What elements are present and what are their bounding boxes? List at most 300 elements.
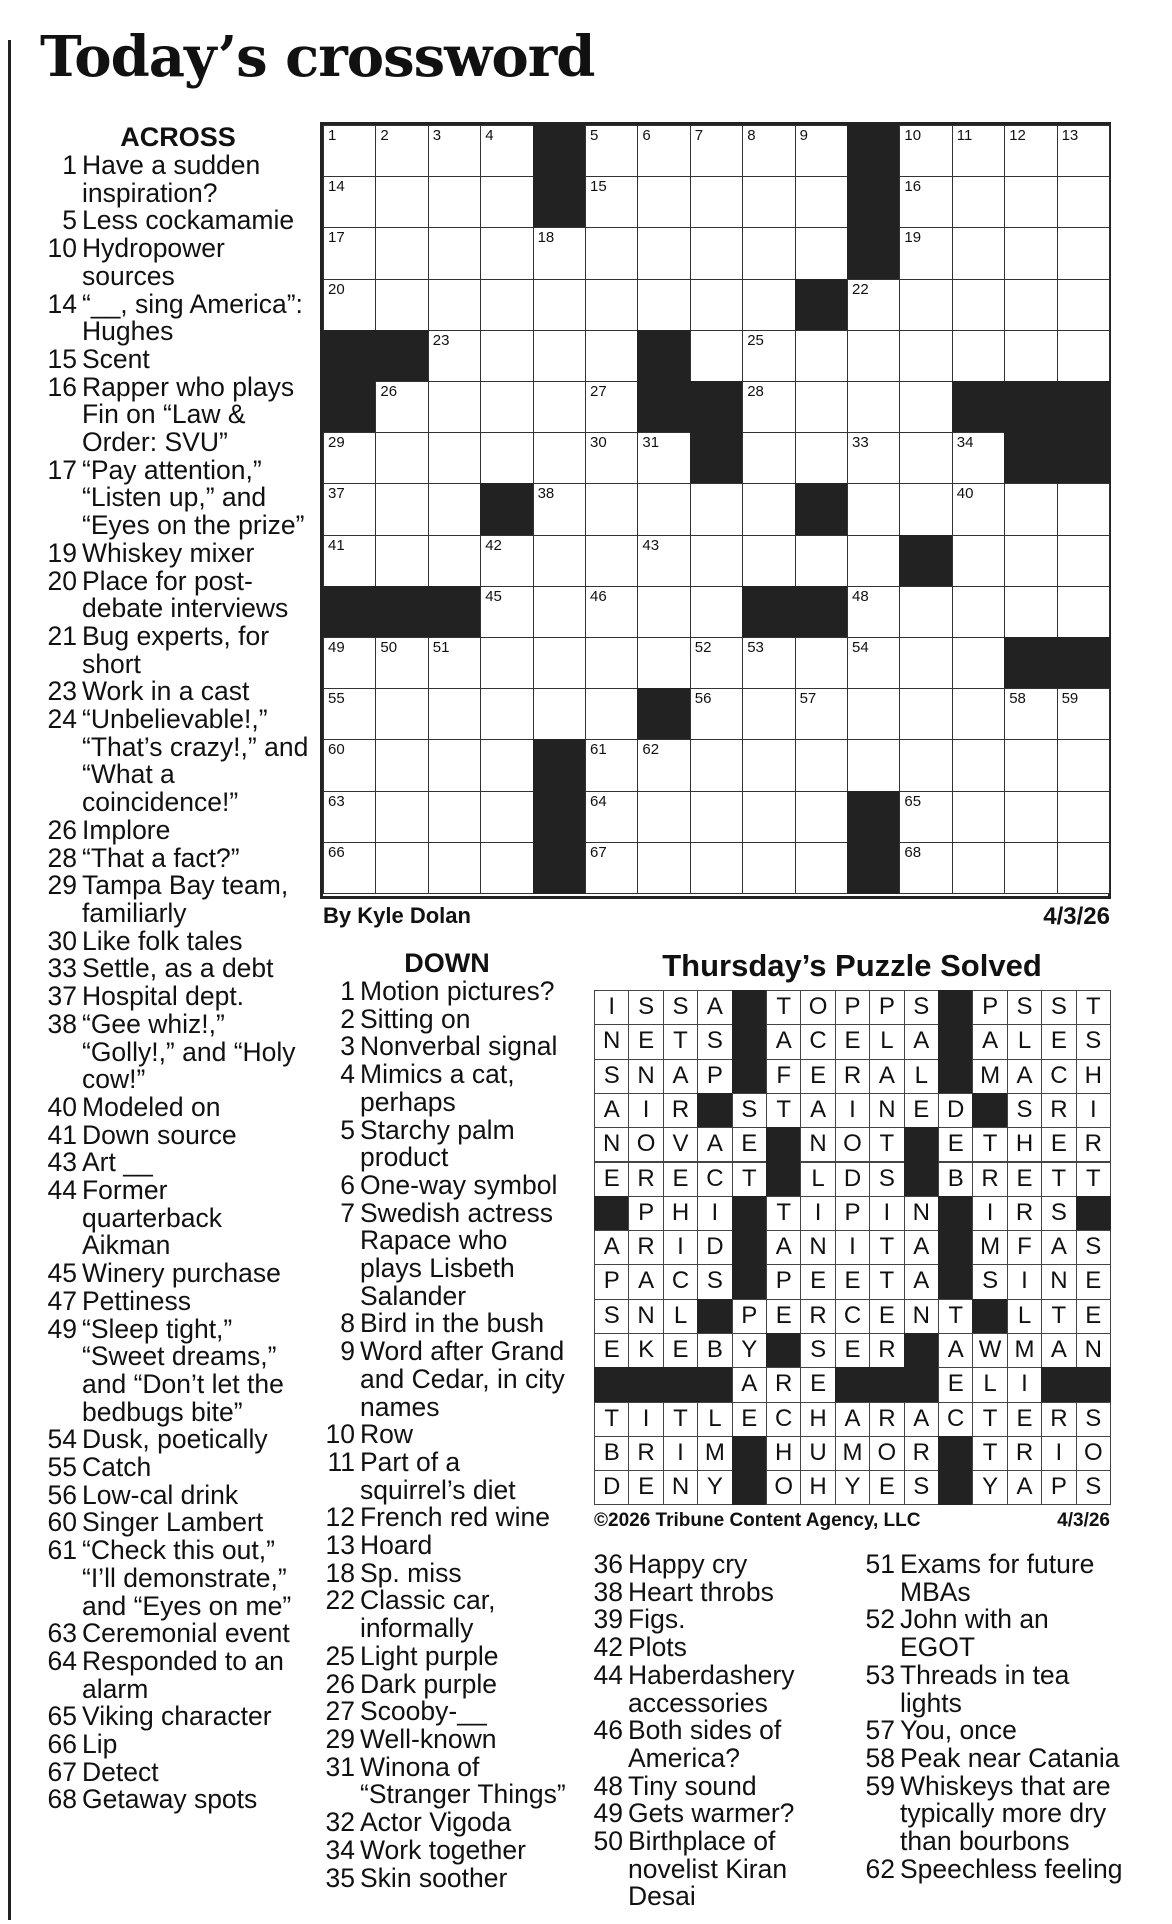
- down-clues-continued: [590, 1551, 850, 1911]
- solution-cell: S: [1076, 1230, 1111, 1265]
- grid-cell[interactable]: [690, 176, 743, 228]
- solution-cell: E: [732, 1402, 767, 1437]
- grid-cell[interactable]: [795, 688, 848, 740]
- grid-cell[interactable]: [375, 227, 428, 279]
- grid-cell[interactable]: [1057, 586, 1110, 638]
- grid-cell[interactable]: [585, 791, 638, 843]
- solution-cell: E: [1076, 1299, 1111, 1334]
- grid-cell[interactable]: [952, 432, 1005, 484]
- solution-cell: S: [732, 1093, 767, 1128]
- grid-cell[interactable]: [533, 586, 586, 638]
- grid-cell[interactable]: [585, 739, 638, 791]
- solution-cell: E: [938, 1367, 973, 1402]
- grid-cell[interactable]: [1004, 842, 1057, 894]
- solution-black-square: [1041, 1367, 1076, 1402]
- solution-cell: H: [800, 1470, 835, 1505]
- solution-cell: I: [835, 1230, 870, 1265]
- clue-number: 29: [47, 870, 77, 901]
- clue-number: 39: [593, 1604, 623, 1635]
- grid-cell[interactable]: [742, 381, 795, 433]
- clue-text: Lip: [82, 1729, 118, 1760]
- clue-text: Hoard: [360, 1530, 433, 1561]
- solution-cell: A: [697, 1127, 732, 1162]
- grid-cell[interactable]: [428, 791, 481, 843]
- cell-number: 22: [852, 280, 869, 298]
- grid-cell[interactable]: [795, 330, 848, 382]
- clue-item: [44, 1756, 312, 1787]
- grid-cell[interactable]: [742, 688, 795, 740]
- grid-cell[interactable]: [533, 227, 586, 279]
- grid-cell[interactable]: [1004, 483, 1057, 535]
- solution-cell: E: [835, 1264, 870, 1299]
- grid-cell[interactable]: [480, 330, 533, 382]
- cell-number: 16: [904, 178, 922, 196]
- grid-cell[interactable]: [585, 842, 638, 894]
- grid-cell[interactable]: [952, 637, 1005, 689]
- black-square: [952, 381, 1005, 433]
- grid-cell[interactable]: [1004, 176, 1057, 228]
- cell-number: 53: [747, 639, 764, 656]
- clue-item: [44, 537, 312, 568]
- grid-cell[interactable]: [480, 125, 533, 177]
- solution-cell: N: [800, 1230, 835, 1265]
- grid-cell[interactable]: [742, 637, 795, 689]
- solution-black-square: [594, 1196, 629, 1231]
- grid-cell[interactable]: [847, 381, 900, 433]
- grid-cell[interactable]: [952, 688, 1005, 740]
- grid-cell[interactable]: [899, 586, 952, 638]
- cell-number: 10: [904, 127, 922, 144]
- grid-cell[interactable]: [795, 176, 848, 228]
- grid-cell[interactable]: [637, 279, 690, 331]
- grid-cell[interactable]: [795, 842, 848, 894]
- grid-cell[interactable]: [375, 688, 428, 740]
- grid-cell[interactable]: [690, 279, 743, 331]
- grid-cell[interactable]: [585, 381, 638, 433]
- grid-cell[interactable]: [323, 739, 376, 791]
- grid-cell[interactable]: [1057, 535, 1110, 587]
- black-square: [637, 688, 690, 740]
- grid-cell[interactable]: [690, 791, 743, 843]
- grid-cell[interactable]: [1057, 842, 1110, 894]
- solution-cell: O: [869, 1436, 904, 1471]
- grid-cell[interactable]: [637, 586, 690, 638]
- clue-item: [862, 1742, 1124, 1773]
- solution-cell: W: [972, 1333, 1007, 1368]
- clue-text: Figs.: [628, 1604, 686, 1635]
- grid-cell[interactable]: [323, 791, 376, 843]
- grid-cell[interactable]: [428, 125, 481, 177]
- grid-cell[interactable]: [375, 842, 428, 894]
- grid-cell[interactable]: [899, 637, 952, 689]
- grid-cell[interactable]: [637, 637, 690, 689]
- solution-cell: E: [663, 1162, 698, 1197]
- grid-cell[interactable]: [637, 842, 690, 894]
- across-heading: ACROSS: [120, 122, 236, 152]
- grid-cell[interactable]: [952, 279, 1005, 331]
- clue-item: [44, 288, 312, 347]
- grid-cell[interactable]: [637, 791, 690, 843]
- grid-cell[interactable]: [690, 535, 743, 587]
- clue-text: Tampa Bay team, familiarly: [82, 870, 289, 928]
- solution-cell: P: [697, 1059, 732, 1094]
- clue-number: 26: [47, 814, 77, 845]
- grid-cell[interactable]: [742, 483, 795, 535]
- cell-number: 56: [694, 690, 712, 708]
- clue-text: Ceremonial event: [82, 1618, 290, 1649]
- grid-cell[interactable]: [585, 125, 638, 177]
- grid-cell[interactable]: [1004, 791, 1057, 843]
- clue-text: You, once: [900, 1715, 1017, 1746]
- grid-cell[interactable]: [428, 227, 481, 279]
- grid-cell[interactable]: [428, 330, 481, 382]
- cell-number: 67: [590, 843, 607, 861]
- grid-cell[interactable]: [1057, 483, 1110, 535]
- clue-item: [322, 1114, 572, 1173]
- grid-cell[interactable]: [428, 432, 481, 484]
- clue-text: French red wine: [360, 1502, 551, 1533]
- grid-cell[interactable]: [375, 432, 428, 484]
- solution-cell: R: [1041, 1093, 1076, 1128]
- grid-cell[interactable]: [323, 227, 376, 279]
- clue-number: 52: [865, 1604, 895, 1635]
- clue-number: 45: [47, 1258, 77, 1289]
- grid-cell[interactable]: [952, 791, 1005, 843]
- solution-cell: A: [869, 1059, 904, 1094]
- grid-cell[interactable]: [323, 842, 376, 894]
- grid-cell[interactable]: [690, 637, 743, 689]
- grid-cell[interactable]: [585, 688, 638, 740]
- grid-cell[interactable]: [533, 535, 586, 587]
- clue-text: Scent: [82, 343, 150, 374]
- grid-cell[interactable]: [899, 125, 952, 177]
- grid-cell[interactable]: [480, 381, 533, 433]
- grid-cell[interactable]: [375, 739, 428, 791]
- clue-number: 50: [593, 1826, 623, 1857]
- grid-cell[interactable]: [375, 279, 428, 331]
- grid-cell[interactable]: [899, 688, 952, 740]
- clue-item: [44, 1260, 312, 1288]
- solution-cell: A: [904, 1402, 939, 1437]
- grid-cell[interactable]: [1057, 176, 1110, 228]
- grid-cell[interactable]: [533, 279, 586, 331]
- grid-cell[interactable]: [480, 535, 533, 587]
- grid-cell[interactable]: [428, 739, 481, 791]
- grid-cell[interactable]: [1057, 688, 1110, 740]
- grid-cell[interactable]: [847, 330, 900, 382]
- grid-cell[interactable]: [585, 586, 638, 638]
- cell-number: 26: [380, 383, 398, 400]
- grid-cell[interactable]: [795, 432, 848, 484]
- grid-cell[interactable]: [1004, 586, 1057, 638]
- grid-cell[interactable]: [899, 432, 952, 484]
- grid-cell[interactable]: [375, 637, 428, 689]
- black-square: [533, 739, 586, 791]
- grid-cell[interactable]: [1057, 739, 1110, 791]
- solution-cell: S: [1076, 1402, 1111, 1437]
- grid-cell[interactable]: [637, 739, 690, 791]
- clue-text: Work together: [360, 1834, 526, 1865]
- solution-black-square: [835, 1367, 870, 1402]
- grid-cell[interactable]: [899, 381, 952, 433]
- grid-cell[interactable]: [323, 535, 376, 587]
- grid-cell[interactable]: [952, 176, 1005, 228]
- grid-cell[interactable]: [323, 432, 376, 484]
- grid-cell[interactable]: [637, 432, 690, 484]
- grid-cell[interactable]: [375, 791, 428, 843]
- grid-cell[interactable]: [480, 586, 533, 638]
- grid-cell[interactable]: [742, 535, 795, 587]
- grid-cell[interactable]: [742, 739, 795, 791]
- grid-cell[interactable]: [690, 227, 743, 279]
- solution-black-square: [972, 1299, 1007, 1334]
- clue-text: “Sleep tight,” “Sweet dreams,” and “Don’t let the bedbugs bite”: [82, 1313, 284, 1427]
- grid-cell[interactable]: [690, 842, 743, 894]
- grid-cell[interactable]: [847, 432, 900, 484]
- grid-cell[interactable]: [375, 381, 428, 433]
- cell-number: 11: [956, 127, 973, 144]
- clue-item: [862, 1551, 1124, 1606]
- clue-number: 5: [340, 1114, 355, 1145]
- grid-cell[interactable]: [428, 688, 481, 740]
- grid-cell[interactable]: [1057, 330, 1110, 382]
- page-title: Today’s crossword: [40, 24, 595, 90]
- grid-cell[interactable]: [847, 637, 900, 689]
- grid-cell[interactable]: [323, 176, 376, 228]
- grid-cell[interactable]: [952, 586, 1005, 638]
- clue-number: 7: [340, 1197, 355, 1228]
- grid-cell[interactable]: [795, 381, 848, 433]
- grid-cell[interactable]: [585, 535, 638, 587]
- grid-cell[interactable]: [1004, 227, 1057, 279]
- grid-cell[interactable]: [952, 330, 1005, 382]
- grid-cell[interactable]: [533, 483, 586, 535]
- solution-black-square: [732, 1230, 767, 1265]
- grid-cell[interactable]: [690, 483, 743, 535]
- grid-cell[interactable]: [585, 279, 638, 331]
- grid-cell[interactable]: [480, 279, 533, 331]
- grid-cell[interactable]: [742, 330, 795, 382]
- cell-number: 55: [328, 690, 345, 708]
- clue-number: 63: [47, 1618, 77, 1649]
- grid-cell[interactable]: [323, 637, 376, 689]
- grid-cell[interactable]: [690, 688, 743, 740]
- clue-text: Implore: [82, 814, 171, 845]
- grid-cell[interactable]: [533, 381, 586, 433]
- black-square: [690, 381, 743, 433]
- clue-item: [322, 1504, 572, 1532]
- grid-cell[interactable]: [533, 688, 586, 740]
- solution-cell: N: [869, 1093, 904, 1128]
- grid-cell[interactable]: [847, 279, 900, 331]
- grid-cell[interactable]: [533, 432, 586, 484]
- clue-item: [44, 1313, 312, 1427]
- grid-cell[interactable]: [952, 535, 1005, 587]
- solution-black-square: [938, 1024, 973, 1059]
- grid-cell[interactable]: [1004, 279, 1057, 331]
- grid-cell[interactable]: [899, 279, 952, 331]
- grid-cell[interactable]: [952, 739, 1005, 791]
- grid-cell[interactable]: [585, 176, 638, 228]
- grid-cell[interactable]: [742, 842, 795, 894]
- clue-number: 5: [62, 205, 77, 236]
- clue-text: Winery purchase: [82, 1258, 281, 1289]
- cell-number: 45: [485, 587, 502, 605]
- grid-cell[interactable]: [480, 637, 533, 689]
- grid-cell[interactable]: [375, 483, 428, 535]
- solution-cell: E: [1007, 1402, 1042, 1437]
- grid-cell[interactable]: [480, 176, 533, 228]
- grid-cell[interactable]: [795, 637, 848, 689]
- grid-cell[interactable]: [795, 227, 848, 279]
- clue-number: 17: [47, 454, 77, 485]
- grid-cell[interactable]: [847, 586, 900, 638]
- grid-cell[interactable]: [637, 125, 690, 177]
- solution-cell: L: [800, 1162, 835, 1197]
- grid-cell[interactable]: [795, 791, 848, 843]
- grid-cell[interactable]: [690, 586, 743, 638]
- grid-cell[interactable]: [899, 739, 952, 791]
- grid-cell[interactable]: [690, 330, 743, 382]
- clue-text: Mimics a cat, perhaps: [360, 1059, 515, 1117]
- clue-number: 38: [47, 1008, 77, 1039]
- grid-cell[interactable]: [690, 125, 743, 177]
- grid-cell[interactable]: [375, 176, 428, 228]
- grid-cell[interactable]: [795, 125, 848, 177]
- grid-cell[interactable]: [637, 227, 690, 279]
- clue-text: Responded to an alarm: [82, 1645, 284, 1704]
- solution-cell: O: [766, 1470, 801, 1505]
- grid-cell[interactable]: [585, 432, 638, 484]
- grid-cell[interactable]: [480, 227, 533, 279]
- black-square: [847, 125, 900, 177]
- solution-black-square: [904, 1162, 939, 1197]
- grid-cell[interactable]: [952, 227, 1005, 279]
- grid-cell[interactable]: [952, 125, 1005, 177]
- grid-cell[interactable]: [480, 739, 533, 791]
- clue-number: 53: [865, 1659, 895, 1690]
- cell-number: 62: [642, 741, 660, 759]
- solution-cell: E: [663, 1333, 698, 1368]
- grid-cell[interactable]: [899, 227, 952, 279]
- grid-cell[interactable]: [637, 535, 690, 587]
- grid-cell[interactable]: [480, 688, 533, 740]
- black-square: [323, 381, 376, 433]
- grid-cell[interactable]: [637, 483, 690, 535]
- grid-cell[interactable]: [480, 791, 533, 843]
- grid-cell[interactable]: [585, 637, 638, 689]
- grid-cell[interactable]: [1057, 125, 1110, 177]
- grid-cell[interactable]: [899, 842, 952, 894]
- solution-cell: E: [1007, 1162, 1042, 1197]
- grid-cell[interactable]: [428, 535, 481, 587]
- clue-number: 6: [340, 1169, 355, 1200]
- grid-cell[interactable]: [1004, 535, 1057, 587]
- grid-cell[interactable]: [1057, 227, 1110, 279]
- grid-cell[interactable]: [585, 330, 638, 382]
- clue-number: 59: [865, 1770, 895, 1801]
- grid-cell[interactable]: [428, 842, 481, 894]
- grid-cell[interactable]: [847, 483, 900, 535]
- grid-cell[interactable]: [742, 125, 795, 177]
- grid-cell[interactable]: [323, 279, 376, 331]
- cell-number: 66: [328, 843, 345, 861]
- grid-cell[interactable]: [1004, 330, 1057, 382]
- black-square: [1057, 381, 1110, 433]
- solution-cell: F: [1007, 1230, 1042, 1265]
- grid-cell[interactable]: [690, 739, 743, 791]
- grid-cell[interactable]: [1004, 739, 1057, 791]
- grid-cell[interactable]: [742, 227, 795, 279]
- grid-cell[interactable]: [899, 176, 952, 228]
- grid-cell[interactable]: [323, 125, 376, 177]
- grid-cell[interactable]: [428, 381, 481, 433]
- black-square: [847, 791, 900, 843]
- cell-number: 25: [747, 331, 764, 349]
- grid-cell[interactable]: [585, 227, 638, 279]
- clue-text: Pettiness: [82, 1285, 192, 1316]
- grid-cell[interactable]: [428, 637, 481, 689]
- grid-cell[interactable]: [847, 535, 900, 587]
- grid-cell[interactable]: [585, 483, 638, 535]
- grid-cell[interactable]: [375, 125, 428, 177]
- grid-cell[interactable]: [795, 739, 848, 791]
- grid-cell[interactable]: [742, 791, 795, 843]
- cell-number: 4: [485, 127, 494, 144]
- grid-cell[interactable]: [1057, 279, 1110, 331]
- grid-cell[interactable]: [533, 637, 586, 689]
- grid-cell[interactable]: [742, 432, 795, 484]
- grid-cell[interactable]: [952, 842, 1005, 894]
- grid-cell[interactable]: [637, 176, 690, 228]
- grid-cell[interactable]: [742, 176, 795, 228]
- cell-number: 9: [799, 127, 808, 144]
- solution-cell: N: [904, 1299, 939, 1334]
- grid-cell[interactable]: [847, 739, 900, 791]
- clue-item: [322, 1698, 572, 1726]
- grid-cell[interactable]: [323, 688, 376, 740]
- clue-item: [44, 620, 312, 679]
- grid-cell[interactable]: [952, 483, 1005, 535]
- solution-cell: R: [628, 1162, 663, 1197]
- grid-cell[interactable]: [1004, 125, 1057, 177]
- clue-number: 46: [593, 1715, 623, 1746]
- solution-cell: S: [1007, 990, 1042, 1025]
- grid-cell[interactable]: [795, 535, 848, 587]
- clue-item: [44, 872, 312, 927]
- grid-cell[interactable]: [899, 330, 952, 382]
- clue-number: 24: [47, 704, 77, 735]
- grid-cell[interactable]: [375, 535, 428, 587]
- grid-cell[interactable]: [533, 330, 586, 382]
- grid-cell[interactable]: [428, 483, 481, 535]
- clue-item: [44, 1703, 312, 1731]
- copyright: ©2026 Tribune Content Agency, LLC: [594, 1510, 921, 1531]
- grid-cell[interactable]: [480, 842, 533, 894]
- clue-item: [44, 678, 312, 706]
- solution-cell: A: [835, 1402, 870, 1437]
- grid-cell[interactable]: [847, 688, 900, 740]
- grid-cell[interactable]: [1004, 688, 1057, 740]
- grid-cell[interactable]: [323, 483, 376, 535]
- grid-cell[interactable]: [428, 176, 481, 228]
- grid-cell[interactable]: [428, 279, 481, 331]
- grid-cell[interactable]: [899, 483, 952, 535]
- grid-cell[interactable]: [480, 432, 533, 484]
- grid-cell[interactable]: [1057, 791, 1110, 843]
- grid-cell[interactable]: [742, 279, 795, 331]
- grid-cell[interactable]: [899, 791, 952, 843]
